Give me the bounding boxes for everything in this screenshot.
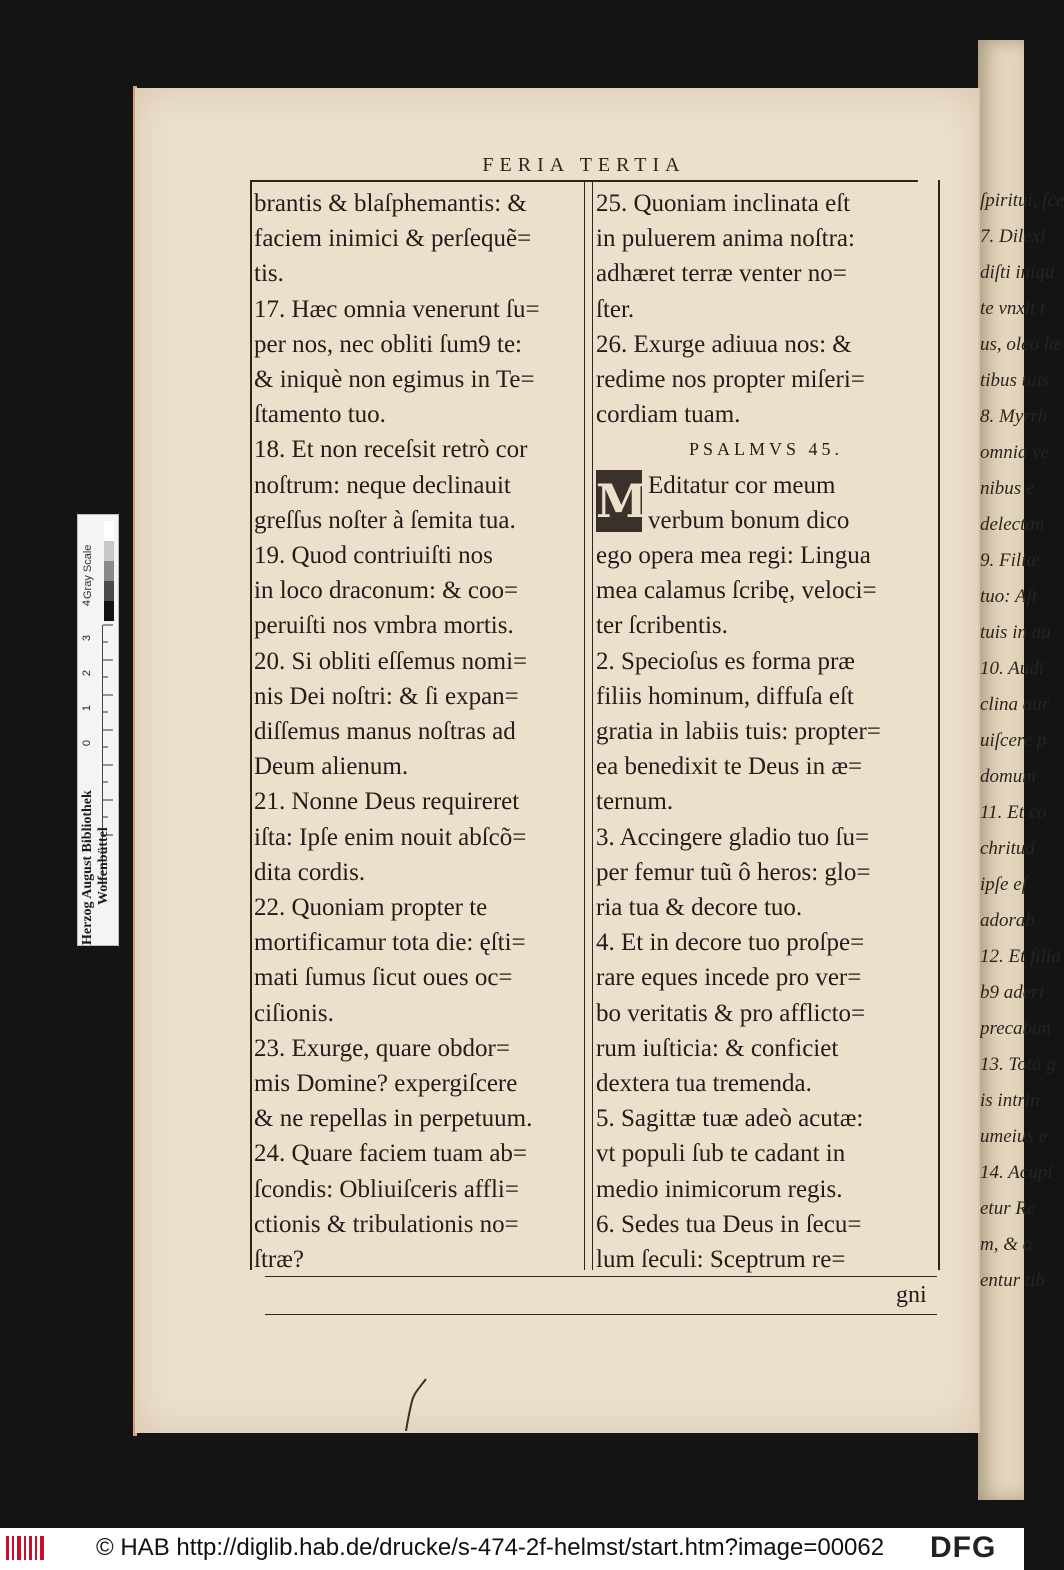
text-line: dita cordis. <box>254 858 366 886</box>
text-line: ſtamento tuo. <box>254 401 386 429</box>
psalm-body <box>596 468 936 1278</box>
facing-page-line: 11. Et co <box>980 802 1047 823</box>
text-line: nis Dei noſtri: & ſi expan= <box>254 682 519 710</box>
text-line: mortificamur tota die: ęſti= <box>254 929 526 957</box>
dfg-logo: DFG <box>930 1531 997 1564</box>
facing-page-line: nibus e <box>980 478 1035 499</box>
text-line: Editatur cor meum <box>648 471 836 499</box>
hab-logo-icon <box>6 1534 46 1562</box>
right-column <box>596 186 936 1277</box>
running-head: FERIA TERTIA <box>482 154 686 176</box>
text-line: 17. Hæc omnia venerunt ſu= <box>254 295 540 323</box>
text-line: ea benedixit te Deus in æ= <box>596 753 863 781</box>
facing-page-line: te vnxit t <box>980 298 1046 319</box>
text-line: vt populi ſub te cadant in <box>596 1140 846 1168</box>
bottom-rule-lower <box>265 1314 937 1315</box>
right-column-top <box>596 186 936 432</box>
text-line: lum ſeculi: Sceptrum re= <box>596 1246 846 1274</box>
left-column <box>254 186 580 1277</box>
facing-page-line: omnia ve <box>980 442 1050 463</box>
text-line: faciem inimici & perſequẽ= <box>254 225 532 253</box>
text-line: 23. Exurge, quare obdor= <box>254 1034 510 1062</box>
facing-page-line: precabun <box>980 1018 1052 1039</box>
facing-page-line: tuis in au <box>980 622 1051 643</box>
scale-number: 0 <box>81 739 94 747</box>
facing-page-line: 10. Audi <box>980 658 1045 679</box>
text-line: filiis hominum, diffuſa eſt <box>596 682 854 710</box>
facing-page-line: entur tib <box>980 1270 1045 1291</box>
text-line: peruiſti nos vmbra mortis. <box>254 612 514 640</box>
facing-page-line: diſti iniqu <box>980 262 1055 283</box>
text-line: 18. Et non receſsit retrò cor <box>254 436 528 464</box>
source-url[interactable]: © HAB http://diglib.hab.de/drucke/s-474-2f-helmst/start.htm?image=00062 <box>96 1534 885 1561</box>
text-line: rare eques incede pro ver= <box>596 964 862 992</box>
facing-page <box>978 40 1064 1500</box>
facing-page-line: uiſcere p <box>980 730 1047 751</box>
facing-page-line: tibus tuis <box>980 370 1050 391</box>
gray-scale-strip <box>104 521 114 621</box>
text-line: bo veritatis & pro afflicto= <box>596 999 866 1027</box>
text-line: ter ſcribentis. <box>596 612 728 640</box>
facing-page-line: 8. Myrrh <box>980 406 1048 427</box>
text-line: ſcondis: Obliuiſceris affli= <box>254 1175 519 1203</box>
scale-number: 2 <box>81 669 94 677</box>
text-line: & ne repellas in perpetuum. <box>254 1105 533 1133</box>
text-line: Deum alienum. <box>254 753 409 781</box>
footer-bar <box>0 1528 1024 1570</box>
facing-page-line: ſpiritui, ſce <box>980 190 1064 211</box>
text-line: ego opera mea regi: Lingua <box>596 542 871 570</box>
text-line: 6. Sedes tua Deus in ſecu= <box>596 1210 862 1238</box>
text-line: 3. Accingere gladio tuo ſu= <box>596 823 870 851</box>
facing-page-line: clina aur <box>980 694 1050 715</box>
facing-page-line: 9. Filiæ <box>980 550 1040 571</box>
text-line: diſſemus manus noſtras ad <box>254 718 516 746</box>
text-line: 22. Quoniam propter te <box>254 894 488 922</box>
facing-page-line: umeius e <box>980 1126 1048 1147</box>
text-line: per nos, nec obliti ſum9 te: <box>254 330 523 358</box>
facing-page-line: 14. Acupi <box>980 1162 1053 1183</box>
library-label <box>80 790 112 945</box>
facing-page-line: 12. Et filia <box>980 946 1061 967</box>
text-line: mea calamus ſcribę, veloci= <box>596 577 877 605</box>
facing-page-line: ipſe eſ <box>980 874 1027 895</box>
text-line: per femur tuũ ô heros: glo= <box>596 858 871 886</box>
color-scale-bar <box>77 514 119 946</box>
text-line: ria tua & decore tuo. <box>596 894 803 922</box>
text-line: noſtrum: neque declinauit <box>254 471 511 499</box>
text-line: iſta: Ipſe enim nouit abſcõ= <box>254 823 527 851</box>
text-line: in loco draconum: & coo= <box>254 577 519 605</box>
text-line: mis Domine? expergiſcere <box>254 1070 518 1098</box>
gray-scale-label: Gray Scale <box>82 544 94 599</box>
scale-number: 1 <box>81 704 94 712</box>
facing-page-line: 13. Tota g <box>980 1054 1056 1075</box>
paper-crease <box>400 1375 430 1435</box>
text-line: medio inimicorum regis. <box>596 1175 843 1203</box>
text-line: tis. <box>254 260 284 288</box>
catchword: gni <box>896 1282 927 1308</box>
facing-page-line: tuo: Aſt <box>980 586 1038 607</box>
library-city: Wolfenbüttel <box>96 827 111 905</box>
text-line: cordiam tuam. <box>596 401 741 429</box>
text-line: ctionis & tribulationis no= <box>254 1210 519 1238</box>
text-line: mati ſumus ſicut oues oc= <box>254 964 513 992</box>
text-line: dextera tua tremenda. <box>596 1070 812 1098</box>
text-line: 26. Exurge adiuua nos: & <box>596 330 852 358</box>
text-line: 20. Si obliti eſſemus nomi= <box>254 647 528 675</box>
facing-page-line: etur Re <box>980 1198 1036 1219</box>
facing-page-line: b9 aderi <box>980 982 1044 1003</box>
text-line: ciſionis. <box>254 999 334 1027</box>
text-line: 2. Specioſus es forma præ <box>596 647 855 675</box>
text-line: greſſus noſter à ſemita tua. <box>254 506 516 534</box>
text-line: gratia in labiis tuis: propter= <box>596 718 881 746</box>
text-line: ſtræ? <box>254 1246 304 1274</box>
scale-number: 3 <box>81 634 94 642</box>
text-line: rum iuſticia: & conficiet <box>596 1034 839 1062</box>
text-line: 19. Quod contriuiſti nos <box>254 542 493 570</box>
psalm-heading: PSALMVS 45. <box>688 439 844 460</box>
facing-page-line: 7. Dilexi <box>980 226 1046 247</box>
facing-page-line: delectan <box>980 514 1045 535</box>
library-name: Herzog August Bibliothek <box>80 790 95 945</box>
scale-number: 4 <box>81 599 94 607</box>
facing-page-line: chritud <box>980 838 1035 859</box>
facing-page-line: is intrin <box>980 1090 1040 1111</box>
text-line: 24. Quare faciem tuam ab= <box>254 1140 528 1168</box>
text-line: 4. Et in decore tuo proſpe= <box>596 929 865 957</box>
text-line: 5. Sagittæ tuæ adeò acutæ: <box>596 1105 864 1133</box>
text-line: adhæret terræ venter no= <box>596 260 847 288</box>
text-line: 25. Quoniam inclinata eſt <box>596 190 851 217</box>
facing-page-line: adorab <box>980 910 1035 931</box>
text-line: ſter. <box>596 295 635 323</box>
facing-page-line: m, & a <box>980 1234 1033 1255</box>
facing-page-line: domum <box>980 766 1036 787</box>
text-line: brantis & blaſphemantis: & <box>254 190 527 217</box>
text-line: redime nos propter miſeri= <box>596 366 865 394</box>
text-line: & iniquè non egimus in Te= <box>254 366 535 394</box>
facing-page-line: us, oleo læ <box>980 334 1062 355</box>
text-line: 21. Nonne Deus requireret <box>254 788 520 816</box>
text-line: ternum. <box>596 788 674 816</box>
text-line: in puluerem anima noſtra: <box>596 225 855 253</box>
decorated-initial: M <box>596 470 642 532</box>
text-line: verbum bonum dico <box>648 506 850 534</box>
